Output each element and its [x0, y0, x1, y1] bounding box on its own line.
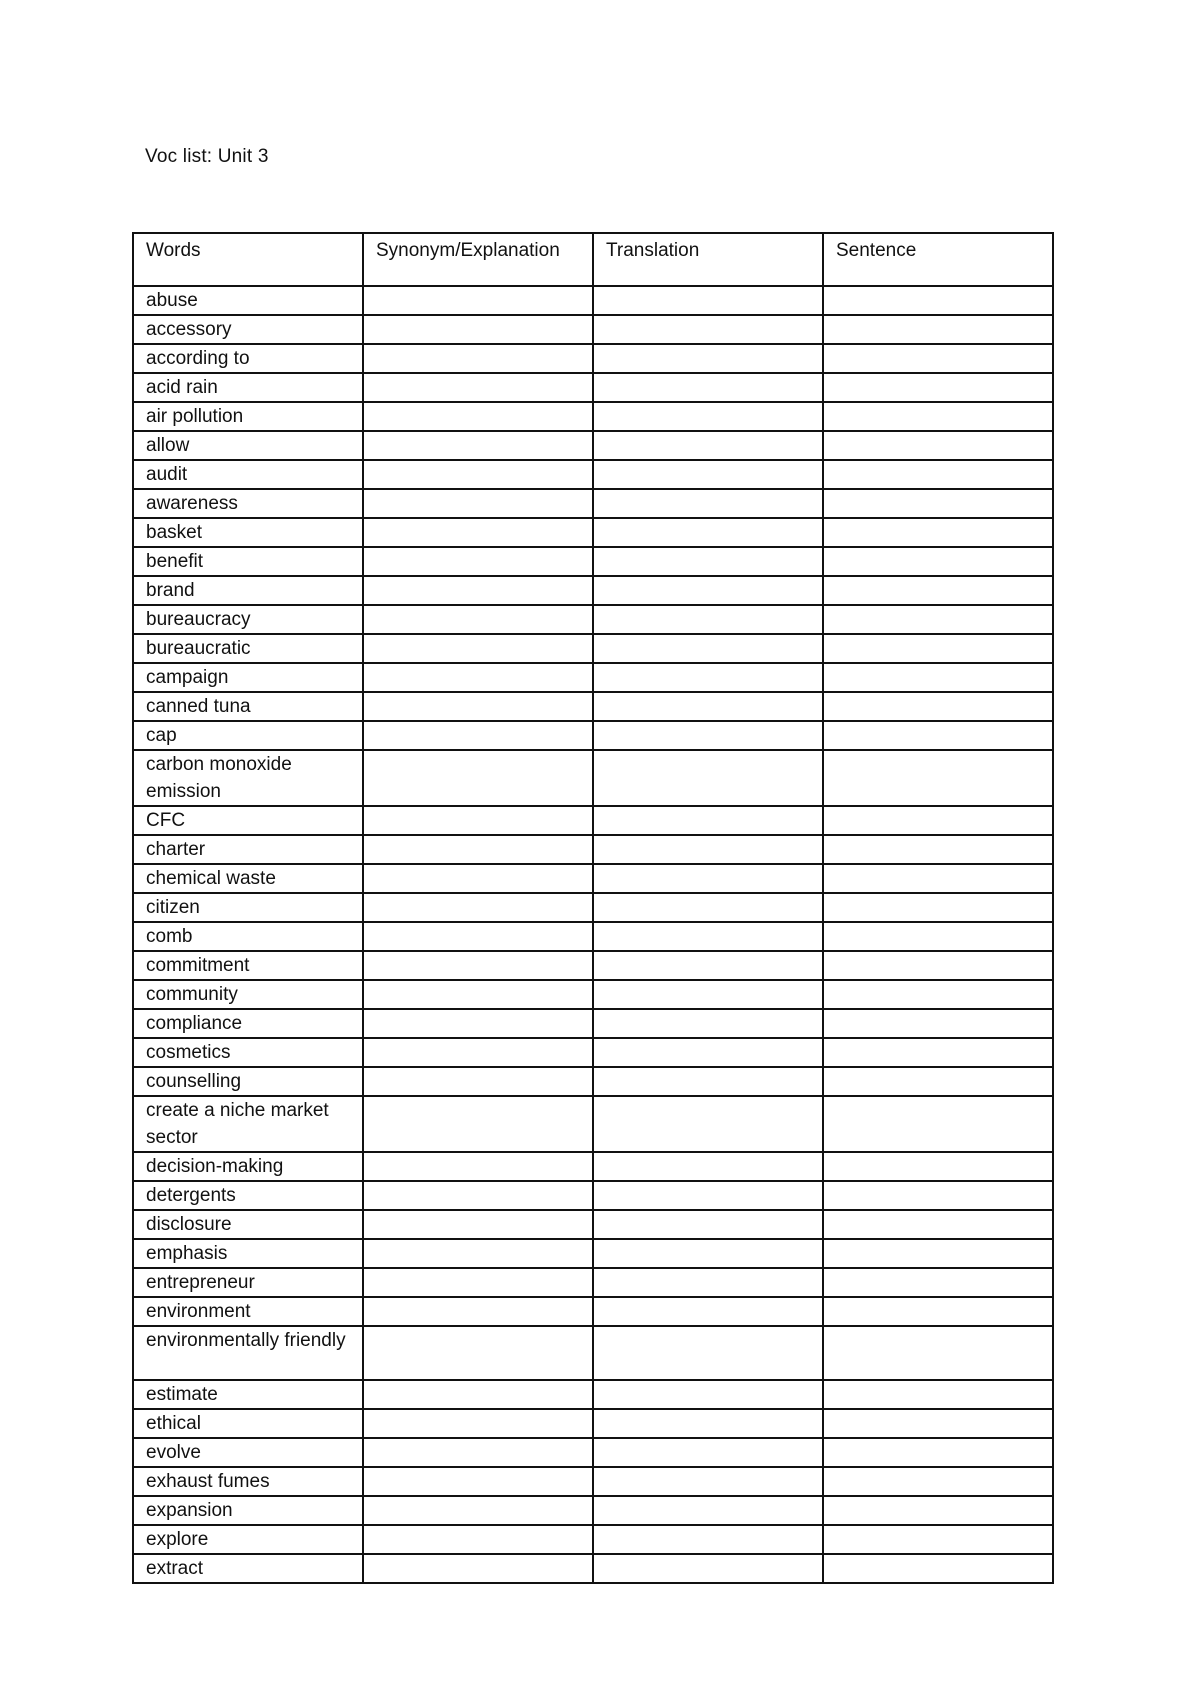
translation-cell[interactable] — [593, 373, 823, 402]
synonym-cell[interactable] — [363, 1210, 593, 1239]
synonym-cell[interactable] — [363, 1096, 593, 1152]
sentence-cell[interactable] — [823, 1438, 1053, 1467]
synonym-cell[interactable] — [363, 864, 593, 893]
table-row — [133, 576, 1053, 605]
synonym-cell[interactable] — [363, 721, 593, 750]
vocabulary-rows — [133, 286, 1053, 1583]
table-row — [133, 750, 1053, 806]
word-cell: entrepreneur — [133, 1268, 363, 1297]
sentence-cell[interactable] — [823, 1067, 1053, 1096]
word-cell: allow — [133, 431, 363, 460]
translation-cell[interactable] — [593, 1239, 823, 1268]
sentence-cell[interactable] — [823, 489, 1053, 518]
table-row — [133, 286, 1053, 315]
translation-cell[interactable] — [593, 460, 823, 489]
table-row — [133, 1038, 1053, 1067]
synonym-cell[interactable] — [363, 431, 593, 460]
word-cell: decision-making — [133, 1152, 363, 1181]
word-cell: ethical — [133, 1409, 363, 1438]
synonym-cell[interactable] — [363, 1438, 593, 1467]
translation-cell[interactable] — [593, 315, 823, 344]
translation-cell[interactable] — [593, 1152, 823, 1181]
sentence-cell[interactable] — [823, 1380, 1053, 1409]
translation-cell[interactable] — [593, 1467, 823, 1496]
header-row — [133, 233, 1053, 286]
synonym-cell[interactable] — [363, 1268, 593, 1297]
table-row — [133, 980, 1053, 1009]
table-row — [133, 547, 1053, 576]
table-row — [133, 1297, 1053, 1326]
word-cell: acid rain — [133, 373, 363, 402]
table-row — [133, 951, 1053, 980]
translation-cell[interactable] — [593, 1096, 823, 1152]
sentence-cell[interactable] — [823, 431, 1053, 460]
synonym-cell[interactable] — [363, 1152, 593, 1181]
word-cell: exhaust fumes — [133, 1467, 363, 1496]
sentence-cell[interactable] — [823, 1009, 1053, 1038]
header-translation: Translation — [593, 233, 823, 286]
sentence-cell[interactable] — [823, 373, 1053, 402]
translation-cell[interactable] — [593, 1297, 823, 1326]
translation-cell[interactable] — [593, 922, 823, 951]
sentence-cell[interactable] — [823, 634, 1053, 663]
word-cell: environment — [133, 1297, 363, 1326]
translation-cell[interactable] — [593, 344, 823, 373]
table-row — [133, 721, 1053, 750]
sentence-cell[interactable] — [823, 344, 1053, 373]
table-row — [133, 1009, 1053, 1038]
table-row — [133, 835, 1053, 864]
table-row — [133, 402, 1053, 431]
table-row — [133, 344, 1053, 373]
table-row — [133, 315, 1053, 344]
table-row — [133, 1096, 1053, 1152]
synonym-cell[interactable] — [363, 1554, 593, 1583]
table-row — [133, 1326, 1053, 1380]
translation-cell[interactable] — [593, 893, 823, 922]
word-cell: bureaucracy — [133, 605, 363, 634]
synonym-cell[interactable] — [363, 1038, 593, 1067]
table-row — [133, 373, 1053, 402]
sentence-cell[interactable] — [823, 1181, 1053, 1210]
table-row — [133, 1525, 1053, 1554]
header-synonym-explanation: Synonym/Explanation — [363, 233, 593, 286]
word-cell: audit — [133, 460, 363, 489]
sentence-cell[interactable] — [823, 1409, 1053, 1438]
word-cell: comb — [133, 922, 363, 951]
translation-cell[interactable] — [593, 1181, 823, 1210]
translation-cell[interactable] — [593, 692, 823, 721]
header-sentence: Sentence — [823, 233, 1053, 286]
sentence-cell[interactable] — [823, 1210, 1053, 1239]
sentence-cell[interactable] — [823, 1268, 1053, 1297]
table-row — [133, 1496, 1053, 1525]
sentence-cell[interactable] — [823, 692, 1053, 721]
synonym-cell[interactable] — [363, 980, 593, 1009]
word-cell: awareness — [133, 489, 363, 518]
word-cell: chemical waste — [133, 864, 363, 893]
sentence-cell[interactable] — [823, 1096, 1053, 1152]
sentence-cell[interactable] — [823, 835, 1053, 864]
translation-cell[interactable] — [593, 1067, 823, 1096]
table-row — [133, 1152, 1053, 1181]
word-cell: accessory — [133, 315, 363, 344]
sentence-cell[interactable] — [823, 864, 1053, 893]
translation-cell[interactable] — [593, 1268, 823, 1297]
table-row — [133, 1239, 1053, 1268]
word-cell: air pollution — [133, 402, 363, 431]
table-row — [133, 431, 1053, 460]
synonym-cell[interactable] — [363, 1009, 593, 1038]
translation-cell[interactable] — [593, 864, 823, 893]
translation-cell[interactable] — [593, 1438, 823, 1467]
translation-cell[interactable] — [593, 1525, 823, 1554]
table-row — [133, 1067, 1053, 1096]
table-row — [133, 489, 1053, 518]
word-cell: benefit — [133, 547, 363, 576]
table-row — [133, 1210, 1053, 1239]
synonym-cell[interactable] — [363, 576, 593, 605]
table-row — [133, 518, 1053, 547]
table-row — [133, 1380, 1053, 1409]
table-row — [133, 1467, 1053, 1496]
table-row — [133, 806, 1053, 835]
translation-cell[interactable] — [593, 605, 823, 634]
word-cell: counselling — [133, 1067, 363, 1096]
synonym-cell[interactable] — [363, 1326, 593, 1380]
word-cell: basket — [133, 518, 363, 547]
word-cell: expansion — [133, 1496, 363, 1525]
word-cell: disclosure — [133, 1210, 363, 1239]
word-cell: CFC — [133, 806, 363, 835]
table-row — [133, 460, 1053, 489]
table-row — [133, 1268, 1053, 1297]
word-cell: detergents — [133, 1181, 363, 1210]
sentence-cell[interactable] — [823, 605, 1053, 634]
sentence-cell[interactable] — [823, 951, 1053, 980]
table-row — [133, 605, 1053, 634]
sentence-cell[interactable] — [823, 286, 1053, 315]
synonym-cell[interactable] — [363, 489, 593, 518]
sentence-cell[interactable] — [823, 721, 1053, 750]
translation-cell[interactable] — [593, 431, 823, 460]
synonym-cell[interactable] — [363, 893, 593, 922]
sentence-cell[interactable] — [823, 1152, 1053, 1181]
word-cell: canned tuna — [133, 692, 363, 721]
synonym-cell[interactable] — [363, 750, 593, 806]
word-cell: cap — [133, 721, 363, 750]
synonym-cell[interactable] — [363, 1067, 593, 1096]
translation-cell[interactable] — [593, 1496, 823, 1525]
sentence-cell[interactable] — [823, 576, 1053, 605]
translation-cell[interactable] — [593, 1554, 823, 1583]
translation-cell[interactable] — [593, 806, 823, 835]
table-row — [133, 663, 1053, 692]
word-cell: charter — [133, 835, 363, 864]
sentence-cell[interactable] — [823, 402, 1053, 431]
synonym-cell[interactable] — [363, 402, 593, 431]
translation-cell[interactable] — [593, 721, 823, 750]
sentence-cell[interactable] — [823, 518, 1053, 547]
table-row — [133, 864, 1053, 893]
synonym-cell[interactable] — [363, 373, 593, 402]
word-cell: environmentally friendly — [133, 1326, 363, 1380]
vocabulary-table — [132, 232, 1054, 1584]
word-cell: according to — [133, 344, 363, 373]
translation-cell[interactable] — [593, 750, 823, 806]
table-row — [133, 922, 1053, 951]
synonym-cell[interactable] — [363, 1181, 593, 1210]
sentence-cell[interactable] — [823, 922, 1053, 951]
sentence-cell[interactable] — [823, 980, 1053, 1009]
sentence-cell[interactable] — [823, 893, 1053, 922]
sentence-cell[interactable] — [823, 1038, 1053, 1067]
synonym-cell[interactable] — [363, 1239, 593, 1268]
table-row — [133, 1181, 1053, 1210]
word-cell: abuse — [133, 286, 363, 315]
synonym-cell[interactable] — [363, 806, 593, 835]
sentence-cell[interactable] — [823, 1326, 1053, 1380]
synonym-cell[interactable] — [363, 1496, 593, 1525]
table-row — [133, 1554, 1053, 1583]
translation-cell[interactable] — [593, 518, 823, 547]
table-row — [133, 692, 1053, 721]
sentence-cell[interactable] — [823, 547, 1053, 576]
translation-cell[interactable] — [593, 547, 823, 576]
sentence-cell[interactable] — [823, 1239, 1053, 1268]
synonym-cell[interactable] — [363, 518, 593, 547]
sentence-cell[interactable] — [823, 1525, 1053, 1554]
sentence-cell[interactable] — [823, 1554, 1053, 1583]
translation-cell[interactable] — [593, 1210, 823, 1239]
sentence-cell[interactable] — [823, 1496, 1053, 1525]
translation-cell[interactable] — [593, 835, 823, 864]
sentence-cell[interactable] — [823, 1297, 1053, 1326]
translation-cell[interactable] — [593, 634, 823, 663]
word-cell: bureaucratic — [133, 634, 363, 663]
word-cell: evolve — [133, 1438, 363, 1467]
translation-cell[interactable] — [593, 663, 823, 692]
word-cell: carbon monoxide emission — [133, 750, 363, 806]
synonym-cell[interactable] — [363, 460, 593, 489]
synonym-cell[interactable] — [363, 605, 593, 634]
synonym-cell[interactable] — [363, 1467, 593, 1496]
synonym-cell[interactable] — [363, 344, 593, 373]
translation-cell[interactable] — [593, 951, 823, 980]
table-row — [133, 1438, 1053, 1467]
table-row — [133, 893, 1053, 922]
translation-cell[interactable] — [593, 489, 823, 518]
synonym-cell[interactable] — [363, 1409, 593, 1438]
translation-cell[interactable] — [593, 1409, 823, 1438]
word-cell: compliance — [133, 1009, 363, 1038]
translation-cell[interactable] — [593, 286, 823, 315]
word-cell: commitment — [133, 951, 363, 980]
sentence-cell[interactable] — [823, 315, 1053, 344]
synonym-cell[interactable] — [363, 315, 593, 344]
synonym-cell[interactable] — [363, 922, 593, 951]
synonym-cell[interactable] — [363, 634, 593, 663]
table-row — [133, 1409, 1053, 1438]
synonym-cell[interactable] — [363, 663, 593, 692]
translation-cell[interactable] — [593, 402, 823, 431]
word-cell: emphasis — [133, 1239, 363, 1268]
page-title: Voc list: Unit 3 — [145, 146, 269, 167]
translation-cell[interactable] — [593, 1009, 823, 1038]
word-cell: citizen — [133, 893, 363, 922]
header-words: Words — [133, 233, 363, 286]
synonym-cell[interactable] — [363, 1380, 593, 1409]
translation-cell[interactable] — [593, 980, 823, 1009]
synonym-cell[interactable] — [363, 692, 593, 721]
word-cell: explore — [133, 1525, 363, 1554]
synonym-cell[interactable] — [363, 1297, 593, 1326]
synonym-cell[interactable] — [363, 1525, 593, 1554]
translation-cell[interactable] — [593, 1038, 823, 1067]
sentence-cell[interactable] — [823, 806, 1053, 835]
sentence-cell[interactable] — [823, 1467, 1053, 1496]
sentence-cell[interactable] — [823, 750, 1053, 806]
sentence-cell[interactable] — [823, 460, 1053, 489]
translation-cell[interactable] — [593, 1380, 823, 1409]
synonym-cell[interactable] — [363, 547, 593, 576]
synonym-cell[interactable] — [363, 835, 593, 864]
translation-cell[interactable] — [593, 1326, 823, 1380]
word-cell: extract — [133, 1554, 363, 1583]
word-cell: estimate — [133, 1380, 363, 1409]
word-cell: create a niche market sector — [133, 1096, 363, 1152]
synonym-cell[interactable] — [363, 286, 593, 315]
word-cell: campaign — [133, 663, 363, 692]
translation-cell[interactable] — [593, 576, 823, 605]
word-cell: cosmetics — [133, 1038, 363, 1067]
sentence-cell[interactable] — [823, 663, 1053, 692]
word-cell: brand — [133, 576, 363, 605]
word-cell: community — [133, 980, 363, 1009]
synonym-cell[interactable] — [363, 951, 593, 980]
table-row — [133, 634, 1053, 663]
